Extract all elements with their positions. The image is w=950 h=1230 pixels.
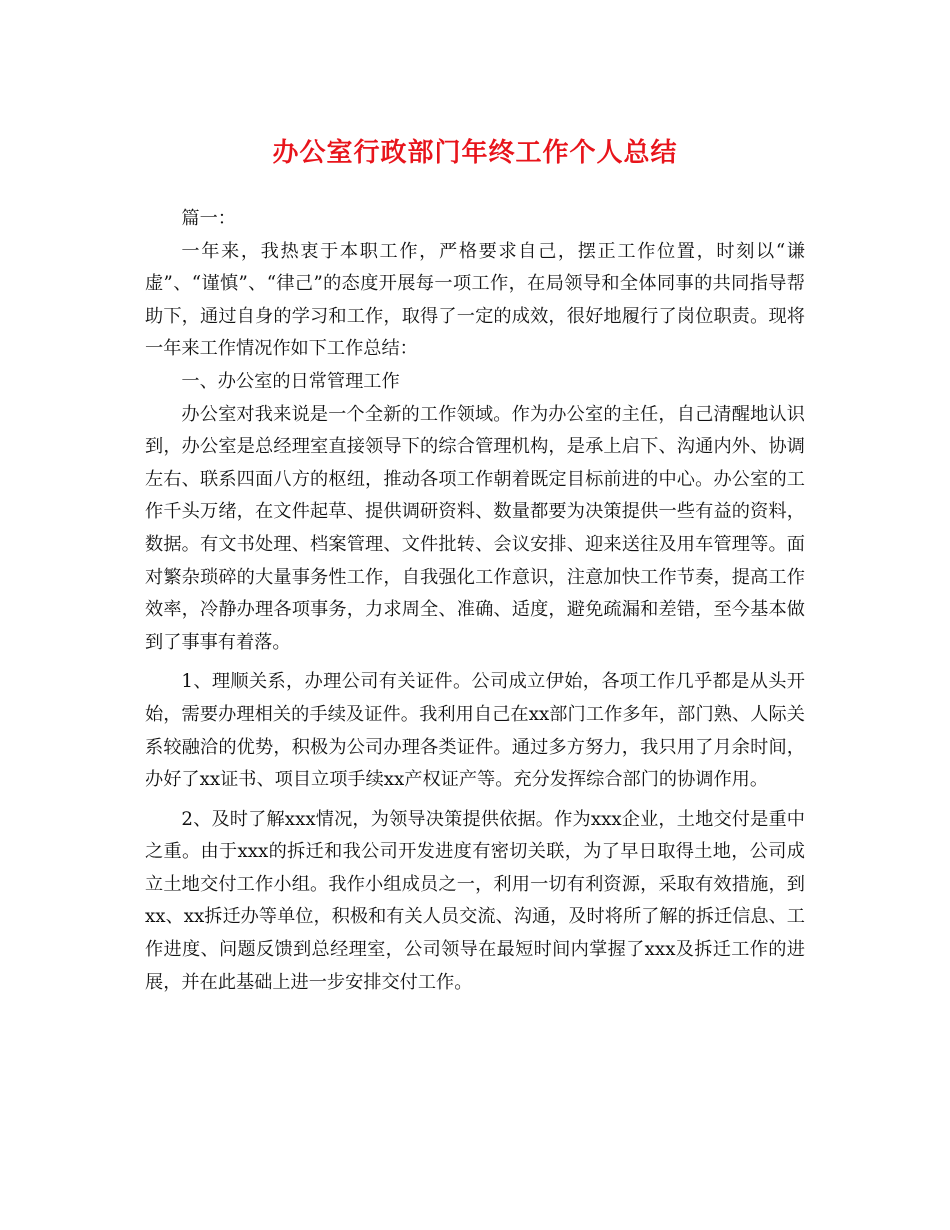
body-paragraph: 2、及时了解xxx情况，为领导决策提供依据。作为xxx企业，土地交付是重中之重。由于xxx的拆迁和我公司开发进度有密切关联，为了早日取得土地，公司成立土地交付工作小组。我作小组成员之一，利用一切有利资源，采取有效措施，到xx、xx拆迁办等单位，积极和有关人员交流、沟通，及时将所了解的拆迁信息、工作进度、问题反馈到总经理室，公司领导在最短时间内掌握了xxx及拆迁工作的进展，并在此基础上进一步安排交付工作。 — [145, 808, 805, 993]
section-label: 篇一： — [181, 208, 236, 229]
section-heading: 一、办公室的日常管理工作 — [181, 370, 400, 392]
document-body — [145, 203, 805, 999]
document-title: 办公室行政部门年终工作个人总结 — [272, 138, 678, 168]
body-paragraph: 办公室对我来说是一个全新的工作领域。作为办公室的主任，自己清醒地认识到，办公室是总经理室直接领导下的综合管理机构，是承上启下、沟通内外、协调左右、联系四面八方的枢纽，推动各项工作朝着既定目标前进的中心。办公室的工作千头万绪，在文件起草、提供调研资料、数量都要为决策提供一些有益的资料，数据。有文书处理、档案管理、文件批转、会议安排、迎来送往及用车管理等。面对繁杂琐碎的大量事务性工作，自我强化工作意识，注意加快工作节奏，提高工作效率，冷静办理各项事务，力求周全、准确、适度，避免疏漏和差错，至今基本做到了事事有着落。 — [145, 403, 805, 653]
intro-paragraph: 一年来，我热衷于本职工作，严格要求自己，摆正工作位置，时刻以“谦虚”、“谨慎”、“律己”的态度开展每一项工作，在局领导和全体同事的共同指导帮助下，通过自身的学习和工作，取得了一定的成效，很好地履行了岗位职责。现将一年来工作情况作如下工作总结： — [145, 240, 805, 360]
body-paragraph: 1、理顺关系，办理公司有关证件。公司成立伊始，各项工作几乎都是从头开始，需要办理相关的手续及证件。我利用自己在xx部门工作多年，部门熟、人际关系较融洽的优势，积极为公司办理各类证件。通过多方努力，我只用了月余时间，办好了xx证书、项目立项手续xx产权证产等。充分发挥综合部门的协调作用。 — [145, 671, 805, 791]
